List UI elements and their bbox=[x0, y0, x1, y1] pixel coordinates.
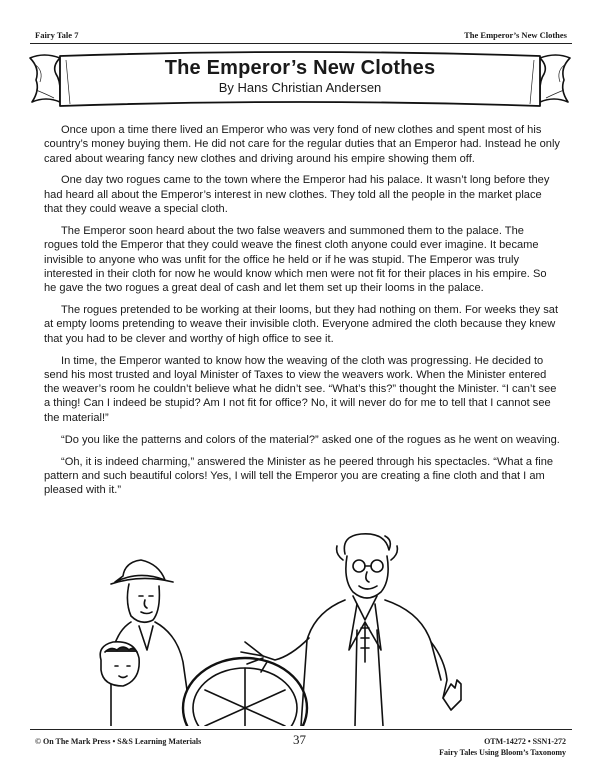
header-rule bbox=[30, 43, 572, 44]
paragraph: Once upon a time there lived an Emperor who was very fond of new clothes and spent most of his country’s money buying them. He did not care for the regular duties that an Emperor had. Instead he only cared about wearing fancy new clothes and driving around his empire showing them off. bbox=[44, 124, 560, 165]
publisher-credit: © On The Mark Press • S&S Learning Materials bbox=[35, 737, 202, 746]
page-title: The Emperor’s New Clothes bbox=[164, 57, 436, 79]
paragraph: The rogues pretended to be working at their looms, but they had nothing on them. For weeks they sat at empty looms pretending to weave their invisible cloth. Everyone admired the cloth because they knew that you had to be clever and worthy of high office to see it. bbox=[44, 304, 559, 345]
paragraph: In time, the Emperor wanted to know how the weaving of the cloth was progressing. He decided to send his most trusted and loyal Minister of Taxes to view the weavers work. When the Minister entered the weaver’s room he couldn’t believe what he didn’t see. “What’s this?” thought the Minister. “I can’t see a thing! Can I indeed be stupid? Am I not fit for office? No, it will never do for me to tell that I cannot see the material!” bbox=[44, 354, 557, 424]
paragraph: One day two rogues came to the town where the Emperor had his palace. It wasn’t long before they had heard all about the Emperor’s interest in new clothes. They told all the people in the market place that they could weave a special cloth. bbox=[44, 174, 550, 216]
paragraph: “Do you like the patterns and colors of the material?” asked one of the rogues as he went on weaving. bbox=[61, 433, 560, 446]
paragraph: “Oh, it is indeed charming,” answered the Minister as he peered through his spectacles. “What a fine pattern and such beautiful colors! Yes, I will tell the Emperor you are creating a fine cloth and that I am pleased with it.” bbox=[44, 455, 554, 497]
page-number: 37 bbox=[293, 732, 306, 747]
series-title: Fairy Tales Using Bloom’s Taxonomy bbox=[439, 748, 566, 757]
author-byline: By Hans Christian Andersen bbox=[218, 80, 382, 95]
running-header-right: The Emperor’s New Clothes bbox=[464, 30, 567, 40]
footer-rule bbox=[30, 729, 572, 730]
story-text bbox=[44, 123, 560, 505]
product-code: OTM-14272 • SSN1-272 bbox=[484, 737, 566, 746]
running-header-left: Fairy Tale 7 bbox=[35, 30, 79, 40]
minister-and-rogues-illustration-icon bbox=[95, 530, 475, 726]
paragraph: The Emperor soon heard about the two false weavers and summoned them to the palace. The rogues told the Emperor that they could weave the finest cloth anyone could ever imagine. It became invisible to anyone who was unfit for the office he held or if he was stupid. The Emperor was truly interested in their cloth for now he would know which men were not fit for their places in his empire. So he gave the two rogues a great deal of cash and let them set up their looms in the palace. bbox=[44, 224, 547, 295]
